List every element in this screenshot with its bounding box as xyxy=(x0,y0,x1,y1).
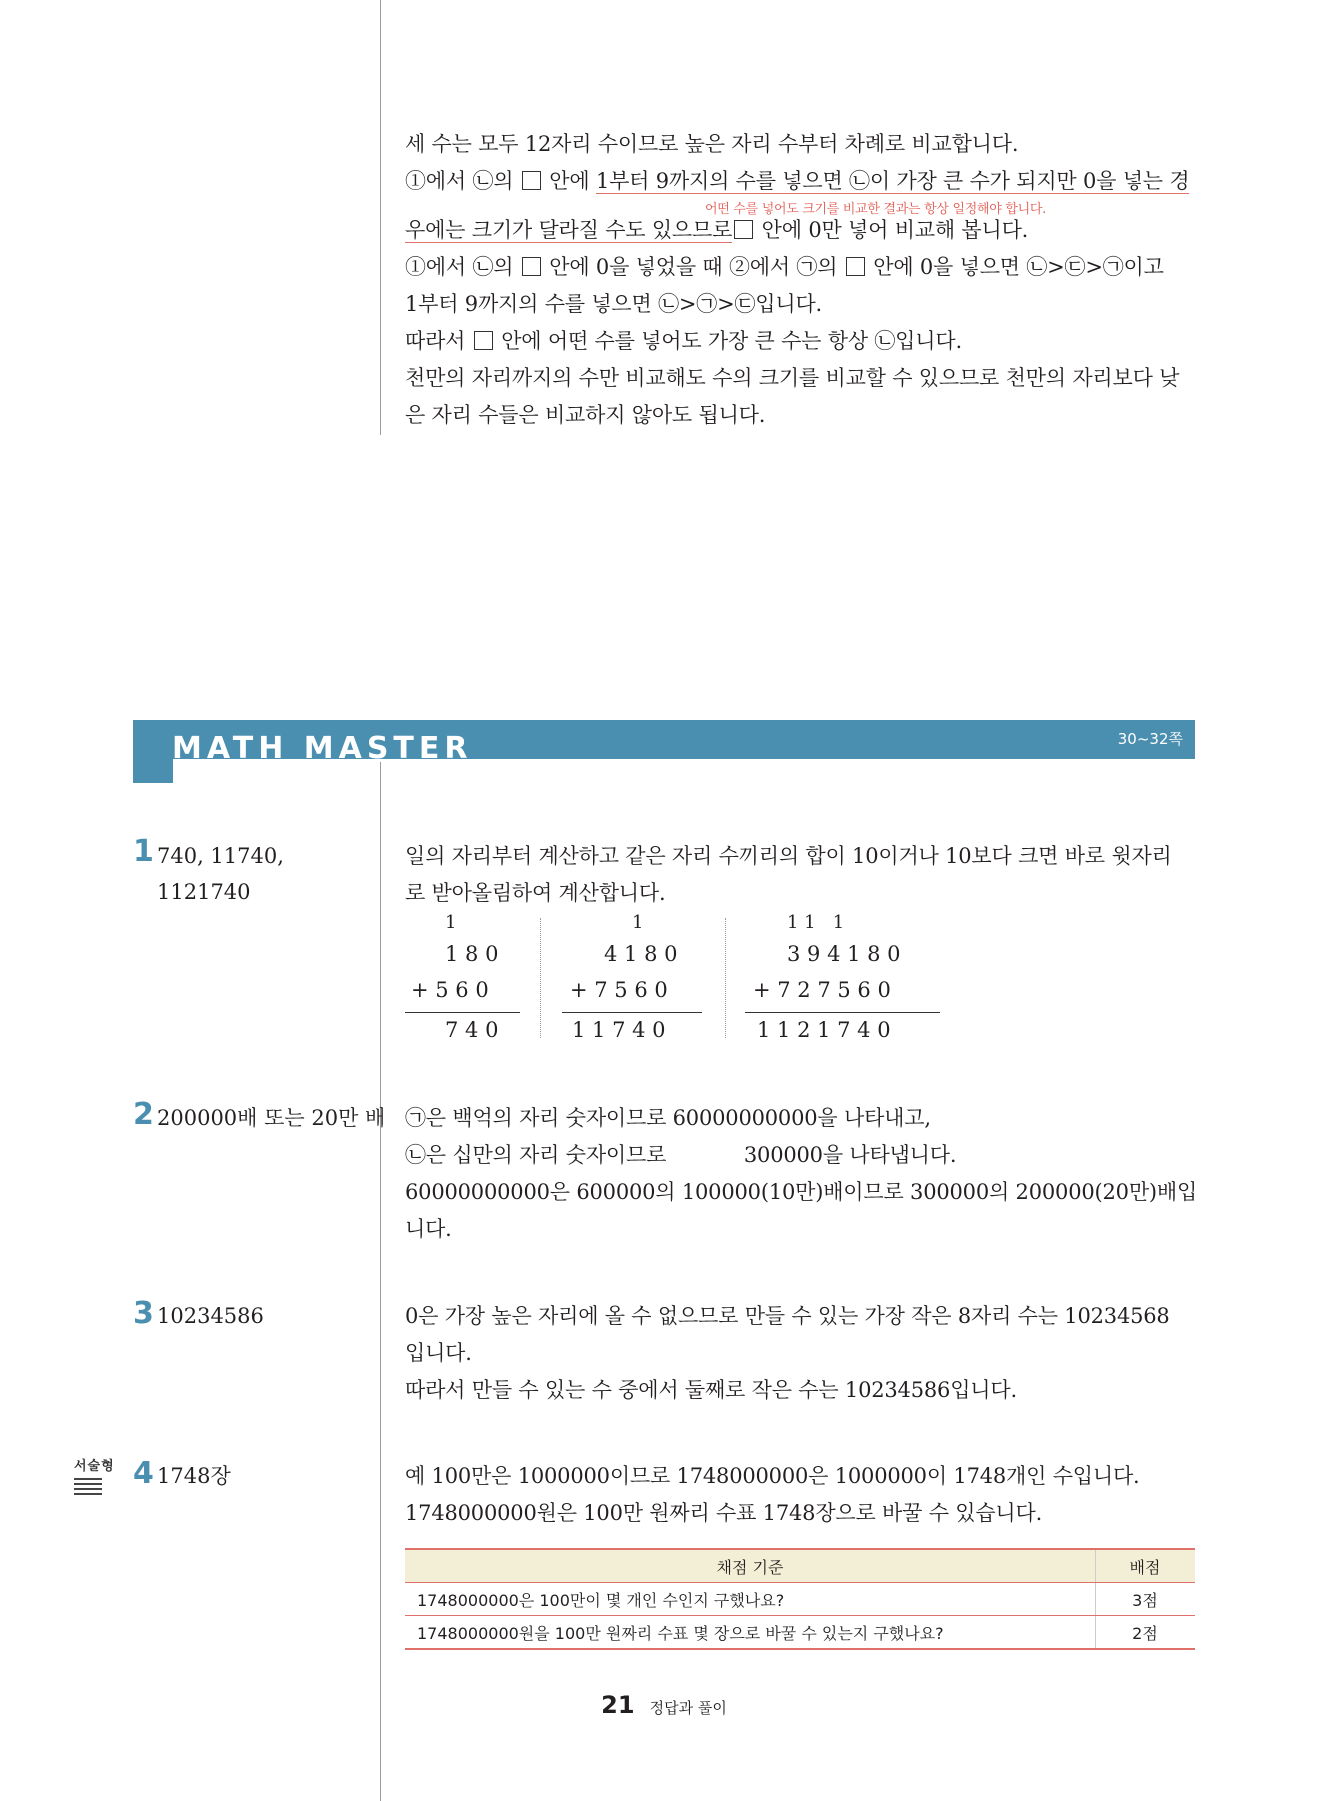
section-title: MATH MASTER xyxy=(172,731,473,766)
sum-rule xyxy=(745,1012,940,1013)
badge-label: 서술형 xyxy=(74,1459,115,1474)
calc-separator xyxy=(540,918,541,1038)
footer-label: 정답과 풀이 xyxy=(649,1699,727,1717)
sum-rule xyxy=(562,1012,702,1013)
column-divider-top xyxy=(380,0,381,435)
margin-note: 어떤 수를 넣어도 크기를 비교한 결과는 항상 일정해야 합니다. xyxy=(705,202,1046,217)
text-line: 세 수는 모두 12자리 수이므로 높은 자리 수부터 차례로 비교합니다. xyxy=(405,132,1019,156)
question-number: 4 xyxy=(133,1456,154,1491)
text-line: ㉡은 십만의 자리 숫자이므로 300000을 나타냅니다. xyxy=(405,1143,957,1167)
sum-result: 1 1 2 1 7 4 0 xyxy=(757,1018,891,1042)
text-line: 1748000000원은 100만 원짜리 수표 1748장으로 바꿀 수 있습니다. xyxy=(405,1501,1043,1525)
addend-top: 1 8 0 xyxy=(445,942,499,966)
text-line: 은 자리 수들은 비교하지 않아도 됩니다. xyxy=(405,403,766,427)
top-explanation xyxy=(405,126,1195,434)
header-points: 배점 xyxy=(1096,1549,1196,1583)
answer: 740, 11740, 1121740 xyxy=(157,844,284,904)
sum-result: 1 1 7 4 0 xyxy=(572,1018,666,1042)
page-footer xyxy=(0,1691,1328,1719)
blank-box-icon xyxy=(846,257,865,276)
lined-paper-icon xyxy=(74,1478,118,1495)
blank-box-icon xyxy=(734,220,753,239)
text-line: 일의 자리부터 계산하고 같은 자리 수끼리의 합이 10이거나 10보다 크면 바로 윗자리 xyxy=(405,844,1172,868)
addend-top: 4 1 8 0 xyxy=(604,942,678,966)
question-number: 2 xyxy=(133,1097,154,1132)
text-line: 로 받아올림하여 계산합니다. xyxy=(405,881,666,905)
sum-rule xyxy=(405,1012,520,1013)
q3-explanation xyxy=(405,1298,1195,1409)
text-line: 따라서 안에 어떤 수를 넣어도 가장 큰 수는 항상 ㉡입니다. xyxy=(405,329,962,353)
text-line: 입니다. xyxy=(405,1341,472,1365)
question-number: 3 xyxy=(133,1296,154,1331)
text-line: 60000000000은 600000의 100000(10만)배이므로 300000의 200000(20만)배입 xyxy=(405,1180,1198,1204)
sum-result: 7 4 0 xyxy=(445,1018,499,1042)
addend-bottom: + 7 2 7 5 6 0 xyxy=(753,978,891,1002)
text-line: 0은 가장 높은 자리에 올 수 없으므로 만들 수 있는 가장 작은 8자리 수는 10234568 xyxy=(405,1304,1170,1328)
underlined-text: 1부터 9까지의 수를 넣으면 ㉡이 가장 큰 수가 되지만 0을 넣는 경 xyxy=(595,169,1190,193)
question-number: 1 xyxy=(133,834,154,869)
addend-bottom: + 5 6 0 xyxy=(411,978,489,1002)
q1-explanation xyxy=(405,838,1195,912)
text-line: 천만의 자리까지의 수만 비교해도 수의 크기를 비교할 수 있으므로 천만의 자리보다 낮 xyxy=(405,366,1180,390)
answer: 10234586 xyxy=(157,1304,264,1328)
addend-top: 3 9 4 1 8 0 xyxy=(787,942,901,966)
carry-digits: 1 xyxy=(445,912,457,933)
criterion-cell: 1748000000은 100만이 몇 개인 수인지 구했나요? xyxy=(405,1583,1096,1616)
text-line: ①에서 ㉡의 안에 1부터 9까지의 수를 넣으면 ㉡이 가장 큰 수가 되지만 0을 넣는 경 xyxy=(405,169,1190,193)
points-cell: 2점 xyxy=(1096,1616,1196,1650)
answer: 1748장 xyxy=(157,1464,231,1488)
blank-box-icon xyxy=(522,171,541,190)
column-divider-bottom xyxy=(380,762,381,1801)
section-banner-tab xyxy=(133,759,173,783)
text-line: ①에서 ㉡의 안에 0을 넣었을 때 ②에서 ㉠의 안에 0을 넣으면 ㉡>㉢>㉠이고 xyxy=(405,255,1164,279)
text-line: 우에는 크기가 달라질 수도 있으므로 안에 0만 넣어 비교해 봅니다. xyxy=(405,218,1029,242)
addend-bottom: + 7 5 6 0 xyxy=(570,978,668,1002)
carry-digits: 1 xyxy=(632,912,644,933)
text-line: 예 100만은 1000000이므로 1748000000은 1000000이 1748개인 수입니다. xyxy=(405,1464,1140,1488)
scoring-table xyxy=(405,1548,1195,1650)
q4-explanation xyxy=(405,1458,1195,1532)
page-number: 21 xyxy=(601,1691,635,1719)
underlined-text: 우에는 크기가 달라질 수도 있으므로 xyxy=(405,218,733,242)
blank-box-icon xyxy=(522,257,541,276)
essay-type-badge xyxy=(74,1455,118,1498)
text-line: ㉠은 백억의 자리 숫자이므로 60000000000을 나타내고, xyxy=(405,1106,931,1130)
text-line: 1부터 9까지의 수를 넣으면 ㉡>㉠>㉢입니다. xyxy=(405,292,823,316)
table-row xyxy=(405,1616,1195,1650)
section-pages: 30~32쪽 xyxy=(1117,730,1183,748)
carry-digits: 1 1 1 xyxy=(787,912,845,933)
text-line: 니다. xyxy=(405,1217,452,1241)
table-row xyxy=(405,1583,1195,1616)
blank-box-icon xyxy=(474,331,493,350)
answer: 200000배 또는 20만 배 xyxy=(157,1106,386,1130)
header-criteria: 채점 기준 xyxy=(405,1549,1096,1583)
calc-separator xyxy=(725,918,726,1038)
criterion-cell: 1748000000원을 100만 원짜리 수표 몇 장으로 바꿀 수 있는지 구했나요? xyxy=(405,1616,1096,1650)
q2-explanation xyxy=(405,1100,1198,1248)
points-cell: 3점 xyxy=(1096,1583,1196,1616)
text-line: 따라서 만들 수 있는 수 중에서 둘째로 작은 수는 10234586입니다. xyxy=(405,1378,1017,1402)
